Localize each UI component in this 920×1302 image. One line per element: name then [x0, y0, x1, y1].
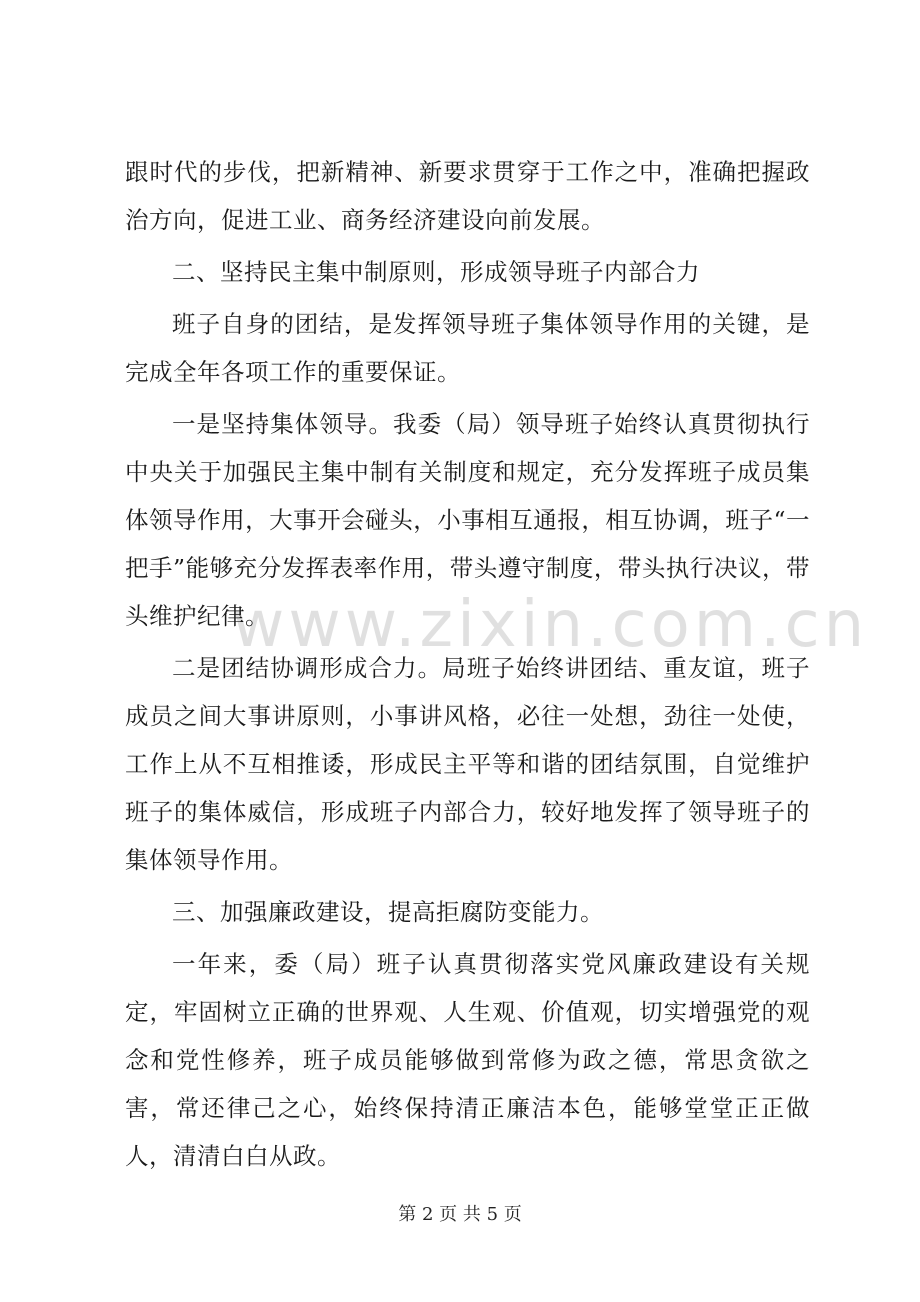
section-heading-3: 三、加强廉政建设，提高拒腐防变能力。 — [172, 898, 604, 926]
page-footer: 第 2 页 共 5 页 — [398, 1204, 522, 1225]
watermark: www.zixin.com.cn — [232, 588, 869, 662]
paragraph: 二是团结协调形成合力。局班子始终讲团结、重友谊，班子成员之间大事讲原则，小事讲风格，必往一处想，劲往一处使，工作上从不互相推诿，形成民主平等和谐的团结氛围，自觉维护班子的集体威信，形成班子内部合力，较好地发挥了领导班子的集体领导作用。 — [125, 654, 810, 874]
paragraph-continuation: 跟时代的步伐，把新精神、新要求贯穿于工作之中，准确把握政治方向，促进工业、商务经济建设向前发展。 — [125, 158, 810, 234]
paragraph: 一年来，委（局）班子认真贯彻落实党风廉政建设有关规定，牢固树立正确的世界观、人生观、价值观，切实增强党的观念和党性修养，班子成员能够做到常修为政之德，常思贪欲之害，常还律己之心，始终保持清正廉洁本色，能够堂堂正正做人，清清白白从政。 — [125, 950, 810, 1170]
section-heading-2: 二、坚持民主集中制原则，形成领导班子内部合力 — [172, 258, 700, 286]
paragraph: 班子自身的团结，是发挥领导班子集体领导作用的关键，是完成全年各项工作的重要保证。 — [125, 310, 810, 386]
document-body — [125, 148, 810, 1184]
paragraph: 一是坚持集体领导。我委（局）领导班子始终认真贯彻执行中央关于加强民主集中制有关制度和规定，充分发挥班子成员集体领导作用，大事开会碰头，小事相互通报，相互协调，班子“一把手”能够充分发挥表率作用，带头遵守制度，带头执行决议，带头维护纪律。 — [125, 410, 810, 630]
